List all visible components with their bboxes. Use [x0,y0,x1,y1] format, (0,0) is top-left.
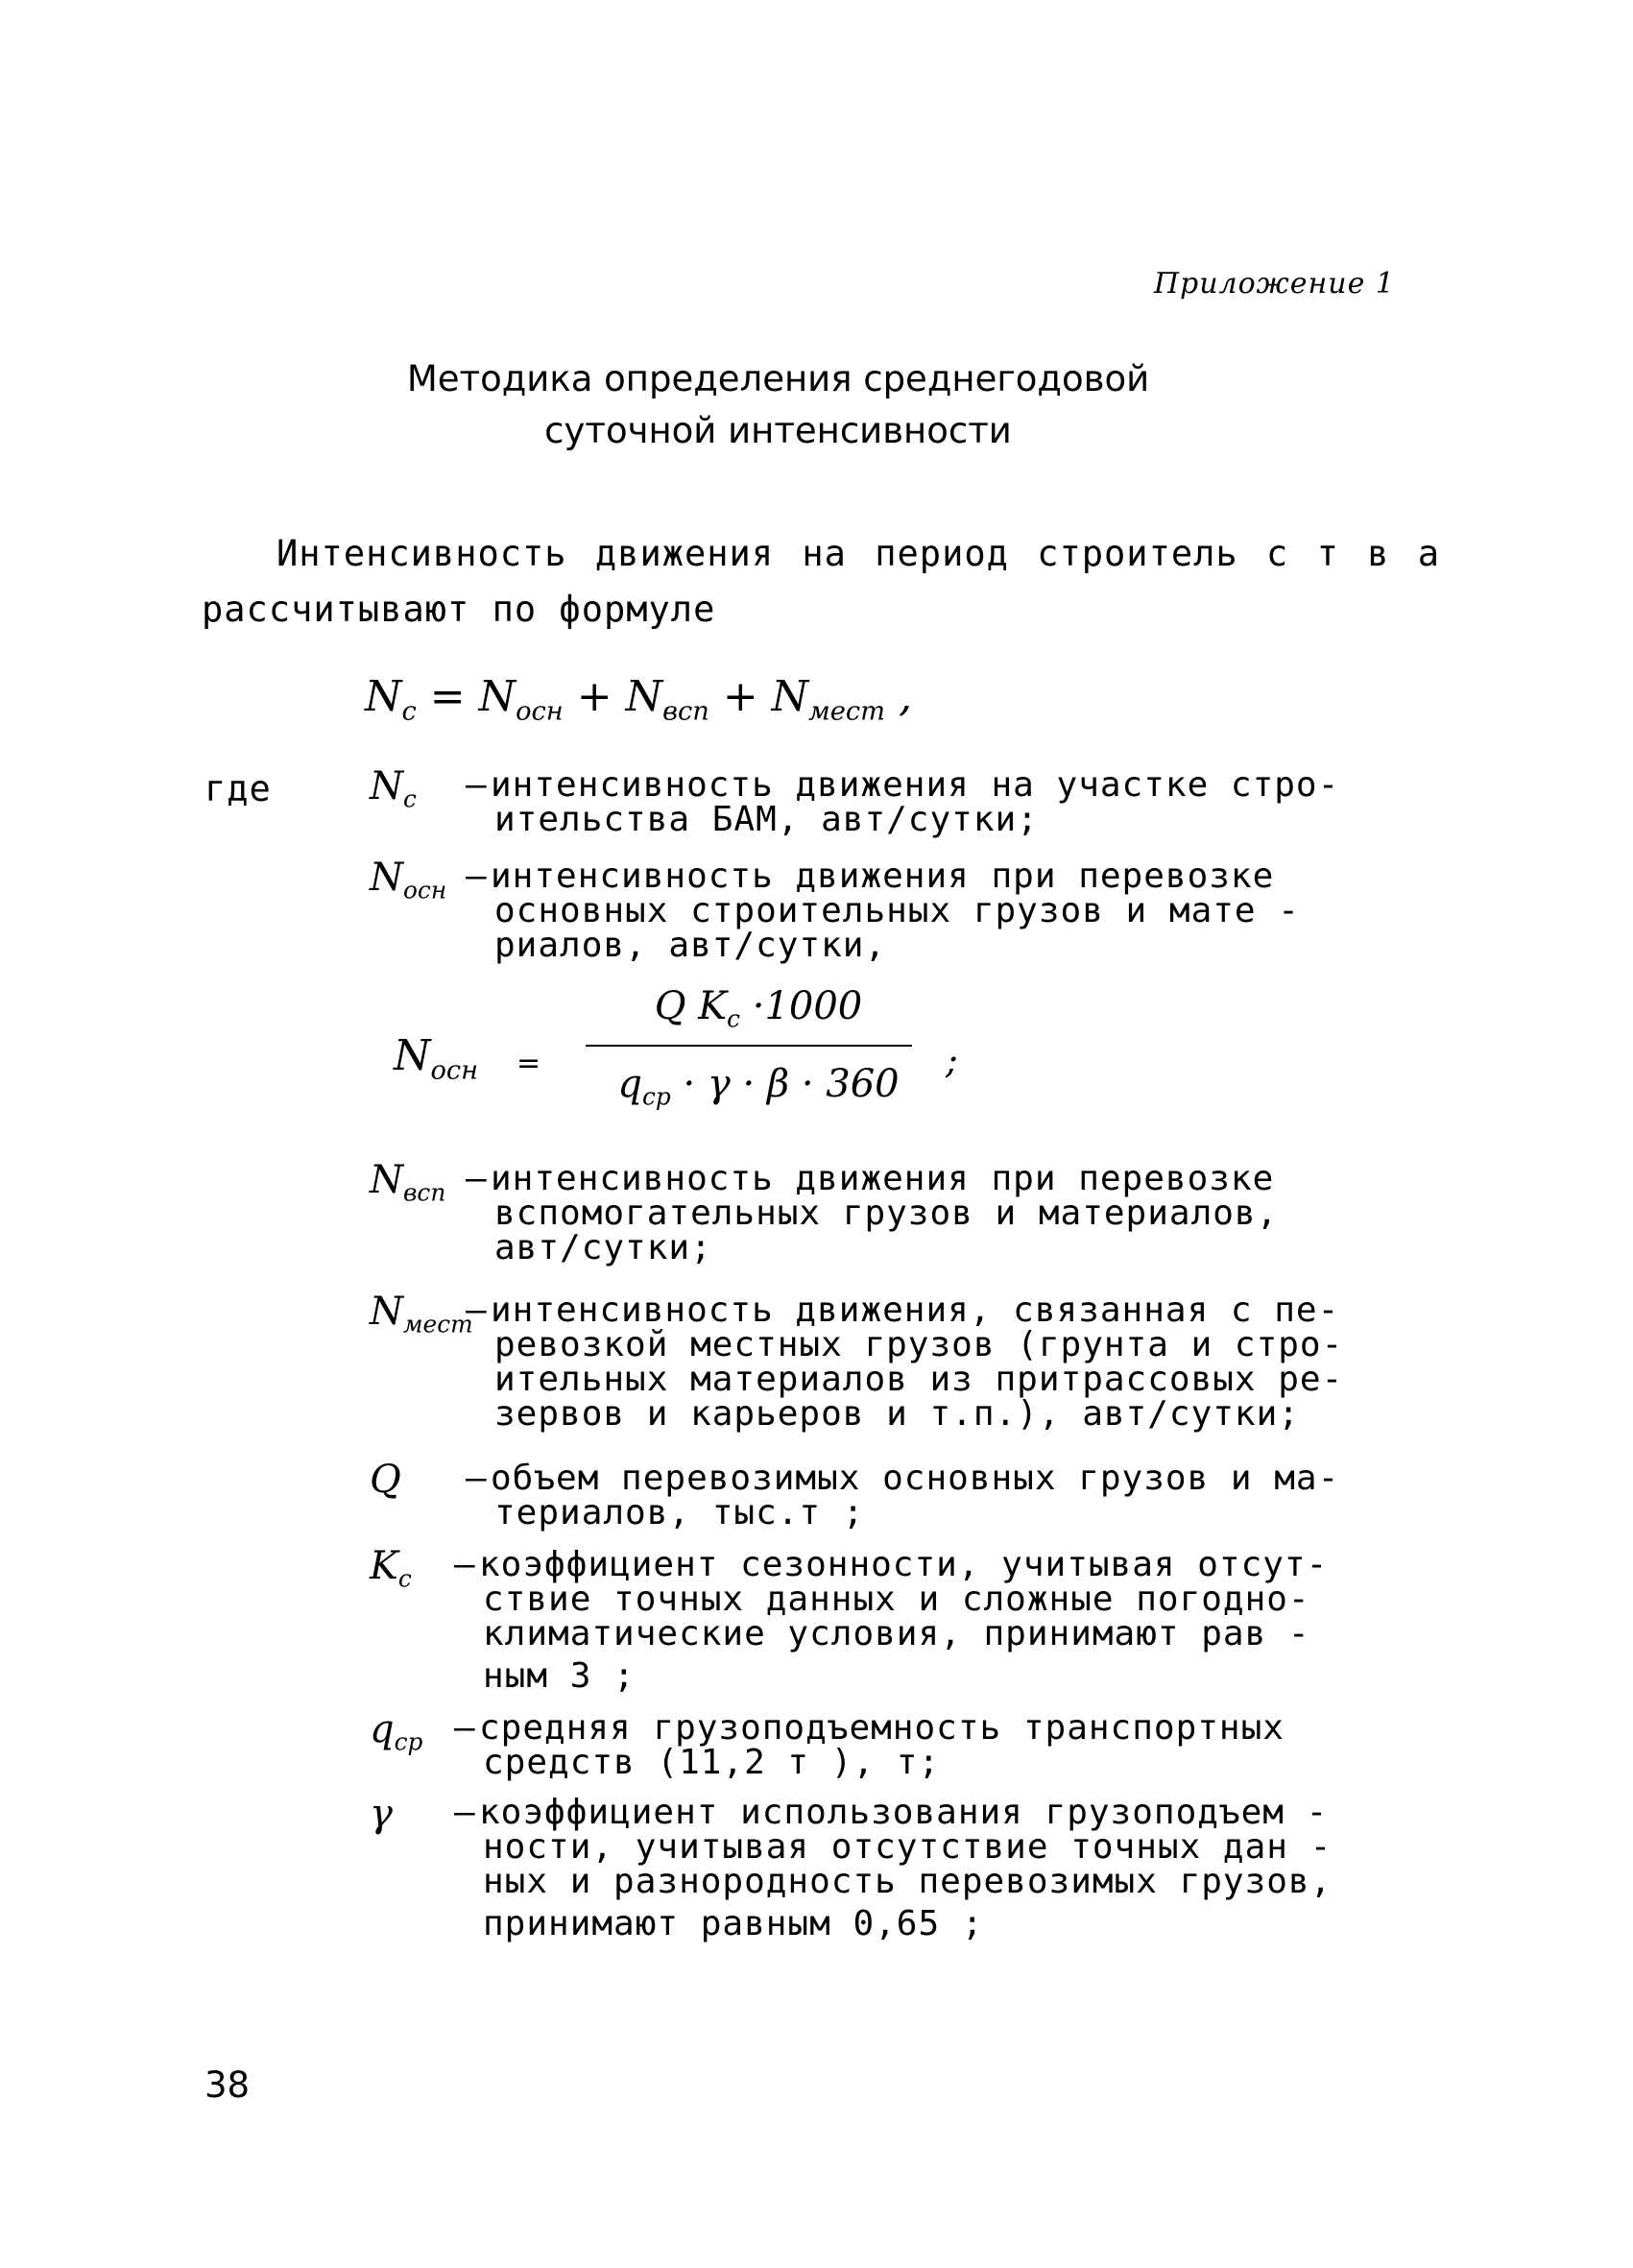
definition-text: –коэффициент использования грузоподъем - ности, учитывая отсутствие точных дан - ных и разнородность перевозимых грузов, принимают равным 0,65 ; [454,1793,1333,1943]
definition-text: –интенсивность движения, связанная с пе- ревозкой местных грузов (грунта и стро- ительных материалов из притрассовых ре- зервов и карьеров и т.п.), авт/сутки; [466,1291,1344,1434]
nosn-formula [384,979,979,1143]
definition-text: –интенсивность движения при перевозке вспомогательных грузов и материалов, авт/сутки; [466,1159,1279,1267]
definition-text: –средняя грузоподъемность транспортных средств (11,2 т ), т; [454,1708,1285,1782]
formula-sub-mest: мест [808,696,886,727]
page-title [0,353,1595,457]
symbol-nosn: $N_{осн}$ [370,856,447,905]
symbol-nmest: $N_{мест}$ [370,1290,473,1339]
page-number: 38 [204,2064,251,2106]
intro-paragraph [202,526,1440,638]
definition-text: –интенсивность движения на участке стро- ительства БАМ, авт/сутки; [466,765,1340,839]
definition-text: –интенсивность движения при перевозке основных строительных грузов и мате - риалов, авт/сутки, [466,857,1300,965]
formula-n: N [478,672,516,721]
nosn-denominator: $q_{ср} \cdot \gamma \cdot \beta \cdot 360$ [617,1062,900,1111]
where-label: где [204,768,272,809]
formula-n: N [625,672,663,721]
title-line-1: Методика определения среднегодовой [406,358,1150,399]
symbol-q: Q [370,1458,401,1502]
formula-sub-vsp: всп [662,696,709,727]
symbol-gamma: γ [370,1792,393,1836]
formula-n: N [365,672,402,721]
symbol-kc: $K_с$ [370,1544,412,1593]
symbol-nc: $N_с$ [370,764,417,813]
formula-plus: + [563,672,626,721]
fraction-bar [586,1045,912,1047]
definition-text: –объем перевозимых основных грузов и ма- териалов, тыс.т ; [466,1459,1340,1532]
nosn-eq: = [516,1047,541,1080]
nosn-semicolon: ; [946,1039,958,1081]
appendix-label: Приложение 1 [1153,267,1395,301]
title-line-2: суточной интенсивности [544,410,1012,451]
main-formula [365,672,912,727]
formula-tail: , [885,672,913,721]
nosn-lhs: $N_{осн}$ [394,1031,479,1086]
definition-text: –коэффициент сезонности, учитывая отсут- ствие точных данных и сложные погодно- климатические условия, принимают рав - ным 3 ; [454,1545,1329,1696]
intro-line-1: Интенсивность движения на период строитель с т в а [276,533,1440,574]
nosn-numerator: Q $K_с \cdot 1000$ [654,984,863,1033]
intro-line-2: рассчитывают по формуле [202,589,716,630]
formula-sub-c: с [401,696,417,727]
formula-sub-osn: осн [516,696,564,727]
formula-n: N [771,672,809,721]
formula-plus: + [708,672,772,721]
formula-eq: = [416,672,479,721]
symbol-qcp: $q_{ср}$ [370,1707,423,1756]
symbol-nvsp: $N_{всп}$ [370,1158,446,1207]
